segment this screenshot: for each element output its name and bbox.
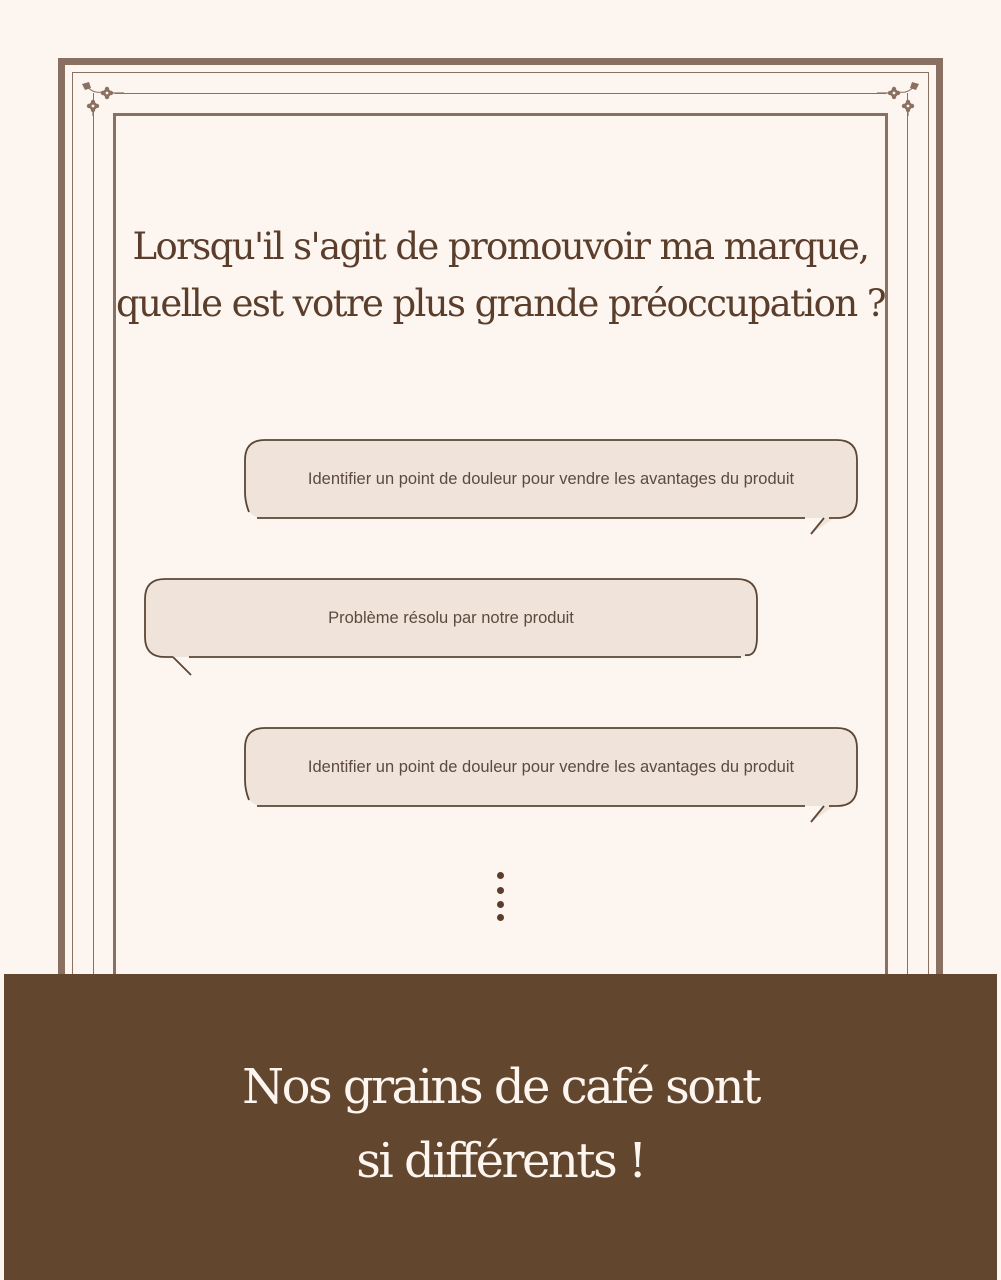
speech-bubble-2 <box>145 579 757 675</box>
frame-top-line <box>115 93 886 94</box>
dot <box>497 872 504 879</box>
dot <box>497 901 504 908</box>
speech-bubble-3 <box>245 728 857 824</box>
corner-ornament-icon <box>80 80 124 116</box>
speech-bubble-1 <box>245 440 857 536</box>
question-heading <box>115 218 886 332</box>
bubble-text: Identifier un point de douleur pour vendre les avantages du produit <box>307 757 795 776</box>
question-line-2: quelle est votre plus grande préoccupation ? <box>116 282 885 325</box>
dot <box>497 887 504 894</box>
footer-banner <box>4 974 997 1280</box>
vertical-ellipsis-icon <box>496 870 505 922</box>
question-line-1: Lorsqu'il s'agit de promouvoir ma marque, <box>132 225 869 268</box>
bubble-text: Identifier un point de douleur pour vendre les avantages du produit <box>307 469 795 488</box>
footer-line-2: si différents ! <box>356 1133 645 1189</box>
footer-title <box>4 1050 997 1198</box>
footer-line-1: Nos grains de café sont <box>242 1059 759 1115</box>
bubble-text: Problème résolu par notre produit <box>328 608 574 627</box>
dot <box>497 914 504 921</box>
corner-ornament-icon <box>877 80 921 116</box>
